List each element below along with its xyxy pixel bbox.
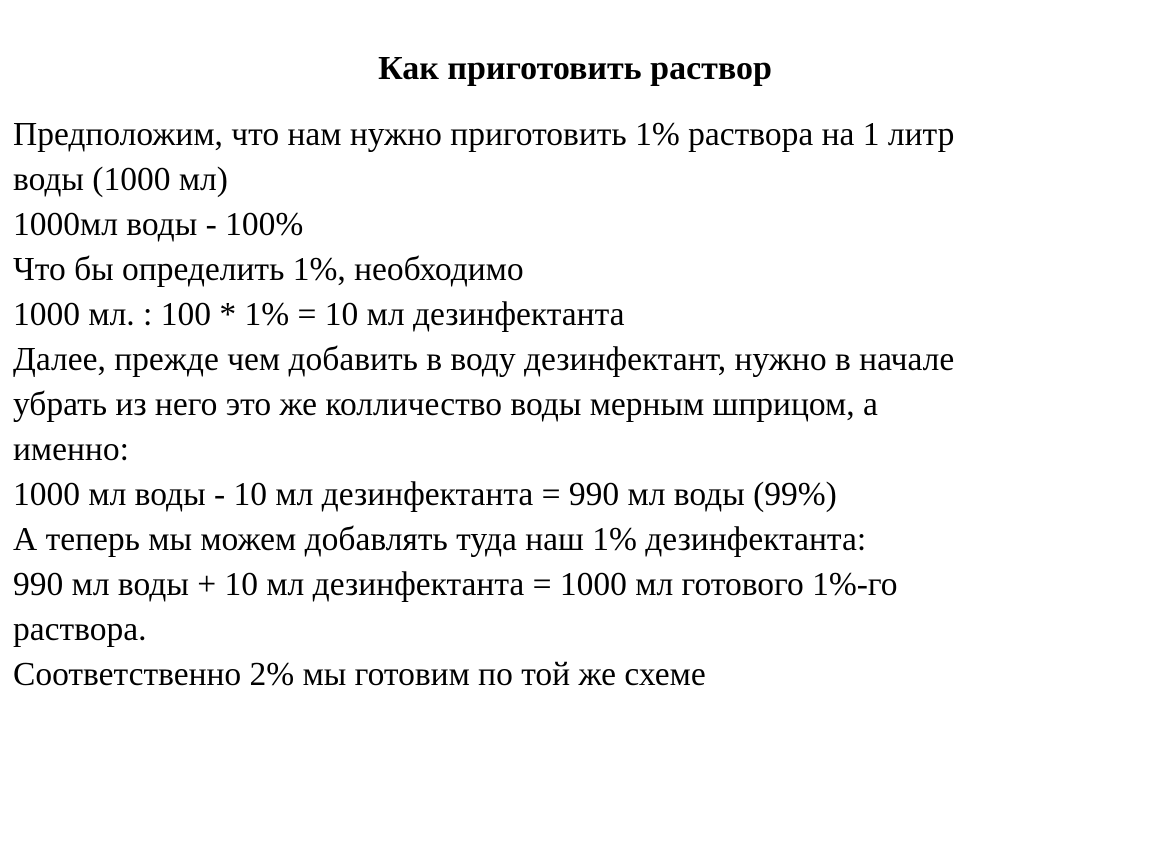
text-line: Далее, прежде чем добавить в воду дезинфектант, нужно в начале xyxy=(13,341,955,378)
text-line: Что бы определить 1%, необходимо xyxy=(13,251,524,288)
text-line: 1000 мл воды - 10 мл дезинфектанта = 990 мл воды (99%) xyxy=(13,476,837,513)
instruction-text xyxy=(13,112,1143,697)
text-line: раствора. xyxy=(13,611,147,648)
text-line: воды (1000 мл) xyxy=(13,161,228,198)
text-line: 1000 мл. : 100 * 1% = 10 мл дезинфектанта xyxy=(13,296,625,333)
text-line: Соответственно 2% мы готовим по той же схеме xyxy=(13,656,706,693)
text-line: именно: xyxy=(13,431,129,468)
text-line: 1000мл воды - 100% xyxy=(13,206,304,243)
text-line: убрать из него это же колличество воды мерным шприцом, а xyxy=(13,386,878,423)
text-line: А теперь мы можем добавлять туда наш 1% дезинфектанта: xyxy=(13,521,867,558)
text-line: Предположим, что нам нужно приготовить 1% раствора на 1 литр xyxy=(13,116,955,153)
text-line: 990 мл воды + 10 мл дезинфектанта = 1000 мл готового 1%-го xyxy=(13,566,898,603)
page-title: Как приготовить раствор xyxy=(378,50,772,87)
